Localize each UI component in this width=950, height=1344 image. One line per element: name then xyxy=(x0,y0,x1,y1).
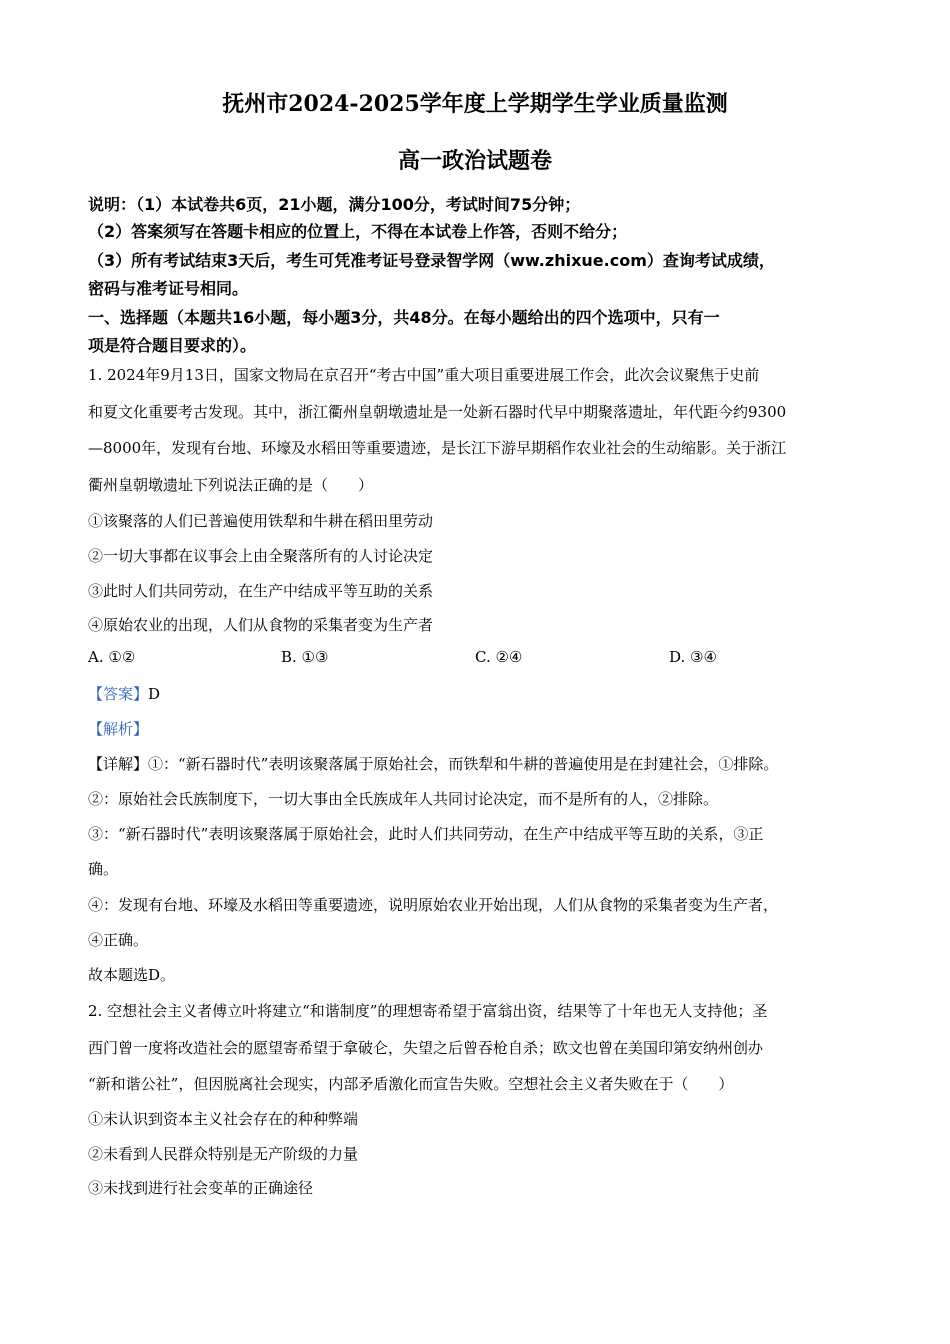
analysis-label: 【解析】 xyxy=(88,720,149,738)
statement: ①该聚落的人们已普遍使用铁犁和牛耕在稻田里劳动 xyxy=(88,512,434,530)
option-b: B. ①③ xyxy=(281,648,329,666)
detail-line: 【详解】①：“新石器时代”表明该聚落属于原始社会，而铁犁和牛耕的普遍使用是在封建社会，①排除。 xyxy=(88,755,779,773)
instruction-line: 说明：（1）本试卷共6页，21小题，满分100分，考试时间75分钟； xyxy=(88,195,581,214)
statement: ③此时人们共同劳动，在生产中结成平等互助的关系 xyxy=(88,582,434,600)
detail-line: ④正确。 xyxy=(88,931,149,949)
question-stem-line: 衢州皇朝墩遗址下列说法正确的是（ ） xyxy=(88,476,374,494)
question-stem-line: 1. 2024年9月13日，国家文物局在京召开“考古中国”重大项目重要进展工作会，此次会议聚焦于史前 xyxy=(88,366,760,384)
exam-title: 抚州市2024-2025学年度上学期学生学业质量监测 xyxy=(222,91,728,117)
section-heading: 项是符合题目要求的）。 xyxy=(88,336,257,355)
option-c: C. ②④ xyxy=(475,648,523,666)
question-stem-line: —8000年，发现有台地、环壕及水稻田等重要遗迹，是长江下游早期稻作农业社会的生动缩影。关于浙江 xyxy=(88,439,787,457)
detail-line: ④：发现有台地、环壕及水稻田等重要遗迹，说明原始农业开始出现，人们从食物的采集者变为生产者， xyxy=(88,896,779,914)
detail-line: ③：“新石器时代”表明该聚落属于原始社会，此时人们共同劳动，在生产中结成平等互助的关系，③正 xyxy=(88,825,764,843)
statement: ③未找到进行社会变革的正确途径 xyxy=(88,1179,314,1197)
statement: ②一切大事都在议事会上由全聚落所有的人讨论决定 xyxy=(88,547,434,565)
answer-value: D xyxy=(148,685,161,703)
instruction-line: （2）答案须写在答题卡相应的位置上，不得在本试卷上作答，否则不给分； xyxy=(88,222,628,241)
statement: ①未认识到资本主义社会存在的种种弊端 xyxy=(88,1110,359,1128)
question-stem-line: “新和谐公社”，但因脱离社会现实，内部矛盾激化而宣告失败。空想社会主义者失败在于（ ） xyxy=(88,1075,734,1093)
instruction-line: 密码与准考证号相同。 xyxy=(88,279,249,298)
exam-subtitle: 高一政治试题卷 xyxy=(397,148,552,174)
question-stem-line: 和夏文化重要考古发现。其中，浙江衢州皇朝墩遗址是一处新石器时代早中期聚落遗址，年代距今约9300 xyxy=(88,403,787,421)
question-stem-line: 西门曾一度将改造社会的愿望寄希望于拿破仑，失望之后曾吞枪自杀；欧文也曾在美国印第安纳州创办 xyxy=(88,1039,764,1057)
question-stem-line: 2. 空想社会主义者傅立叶将建立“和谐制度”的理想寄希望于富翁出资，结果等了十年也无人支持他；圣 xyxy=(88,1002,768,1020)
statement: ②未看到人民群众特别是无产阶级的力量 xyxy=(88,1145,359,1163)
detail-line: ②：原始社会氏族制度下，一切大事由全氏族成年人共同讨论决定，而不是所有的人，②排除。 xyxy=(88,790,719,808)
section-heading: 一、选择题（本题共16小题，每小题3分，共48分。在每小题给出的四个选项中，只有一 xyxy=(88,308,720,327)
answer-line xyxy=(88,683,160,704)
instruction-line: （3）所有考试结束3天后，考生可凭准考证号登录智学网（ww.zhixue.com）查询考试成绩， xyxy=(88,251,775,270)
option-d: D. ③④ xyxy=(669,648,717,666)
answer-label: 【答案】 xyxy=(88,685,149,703)
detail-line: 确。 xyxy=(88,860,119,878)
statement: ④原始农业的出现，人们从食物的采集者变为生产者 xyxy=(88,616,434,634)
detail-line: 故本题选D。 xyxy=(88,966,176,984)
option-a: A. ①② xyxy=(88,648,136,666)
